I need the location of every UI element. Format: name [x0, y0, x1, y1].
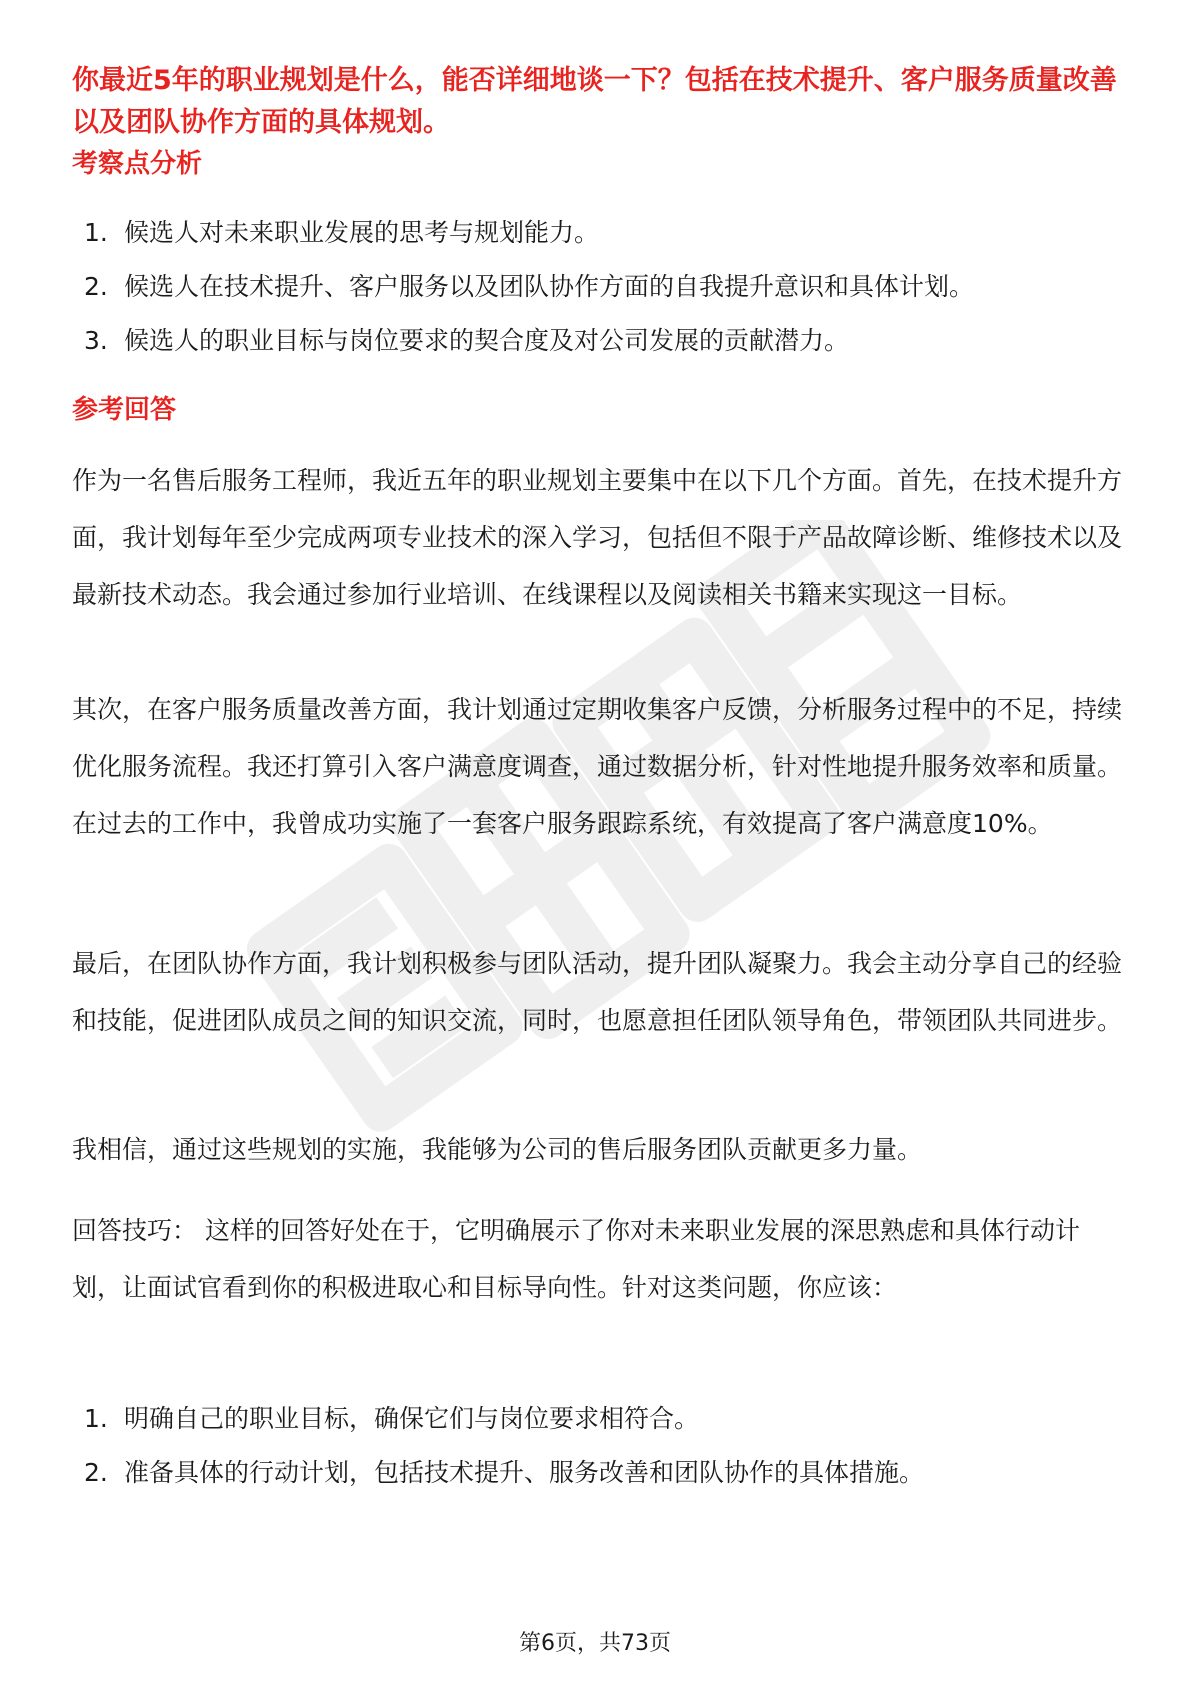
page-number: 第6页，共73页: [519, 1631, 671, 1656]
question-title: 你最近5年的职业规划是什么，能否详细地谈一下？包括在技术提升、客户服务质量改善以及团队协作方面的具体规划。: [72, 65, 1117, 138]
answer-paragraph-2: 其次，在客户服务质量改善方面，我计划通过定期收集客户反馈，分析服务过程中的不足，持续优化服务流程。我还打算引入客户满意度调查，通过数据分析，针对性地提升服务效率和质量。在过去的工作中，我曾成功实施了一套客户服务跟踪系统，有效提高了客户满意度10%。: [72, 695, 1123, 838]
list-item: 3. 候选人的职业目标与岗位要求的契合度及对公司发展的贡献潜力。: [84, 326, 850, 355]
tips-list: [84, 1392, 1124, 1500]
answer-paragraph-4: 我相信，通过这些规划的实施，我能够为公司的售后服务团队贡献更多力量。: [72, 1135, 923, 1164]
analysis-list: [84, 206, 1124, 368]
list-item: 1. 明确自己的职业目标，确保它们与岗位要求相符合。: [84, 1404, 700, 1433]
answer-heading: 参考回答: [72, 395, 177, 425]
answer-paragraph-1: 作为一名售后服务工程师，我近五年的职业规划主要集中在以下几个方面。首先，在技术提升方面，我计划每年至少完成两项专业技术的深入学习，包括但不限于产品故障诊断、维修技术以及最新技术动态。我会通过参加行业培训、在线课程以及阅读相关书籍来实现这一目标。: [72, 466, 1123, 609]
list-item: 2. 候选人在技术提升、客户服务以及团队协作方面的自我提升意识和具体计划。: [84, 272, 975, 301]
list-item: 2. 准备具体的行动计划，包括技术提升、服务改善和团队协作的具体措施。: [84, 1458, 925, 1487]
list-item: 1. 候选人对未来职业发展的思考与规划能力。: [84, 218, 600, 247]
analysis-heading: 考察点分析: [72, 149, 203, 179]
answer-tips-paragraph: 回答技巧： 这样的回答好处在于，它明确展示了你对未来职业发展的深思熟虑和具体行动计划，让面试官看到你的积极进取心和目标导向性。针对这类问题，你应该：: [72, 1216, 1080, 1302]
answer-paragraph-3: 最后，在团队协作方面，我计划积极参与团队活动，提升团队凝聚力。我会主动分享自己的经验和技能，促进团队成员之间的知识交流，同时，也愿意担任团队领导角色，带领团队共同进步。: [72, 949, 1123, 1035]
